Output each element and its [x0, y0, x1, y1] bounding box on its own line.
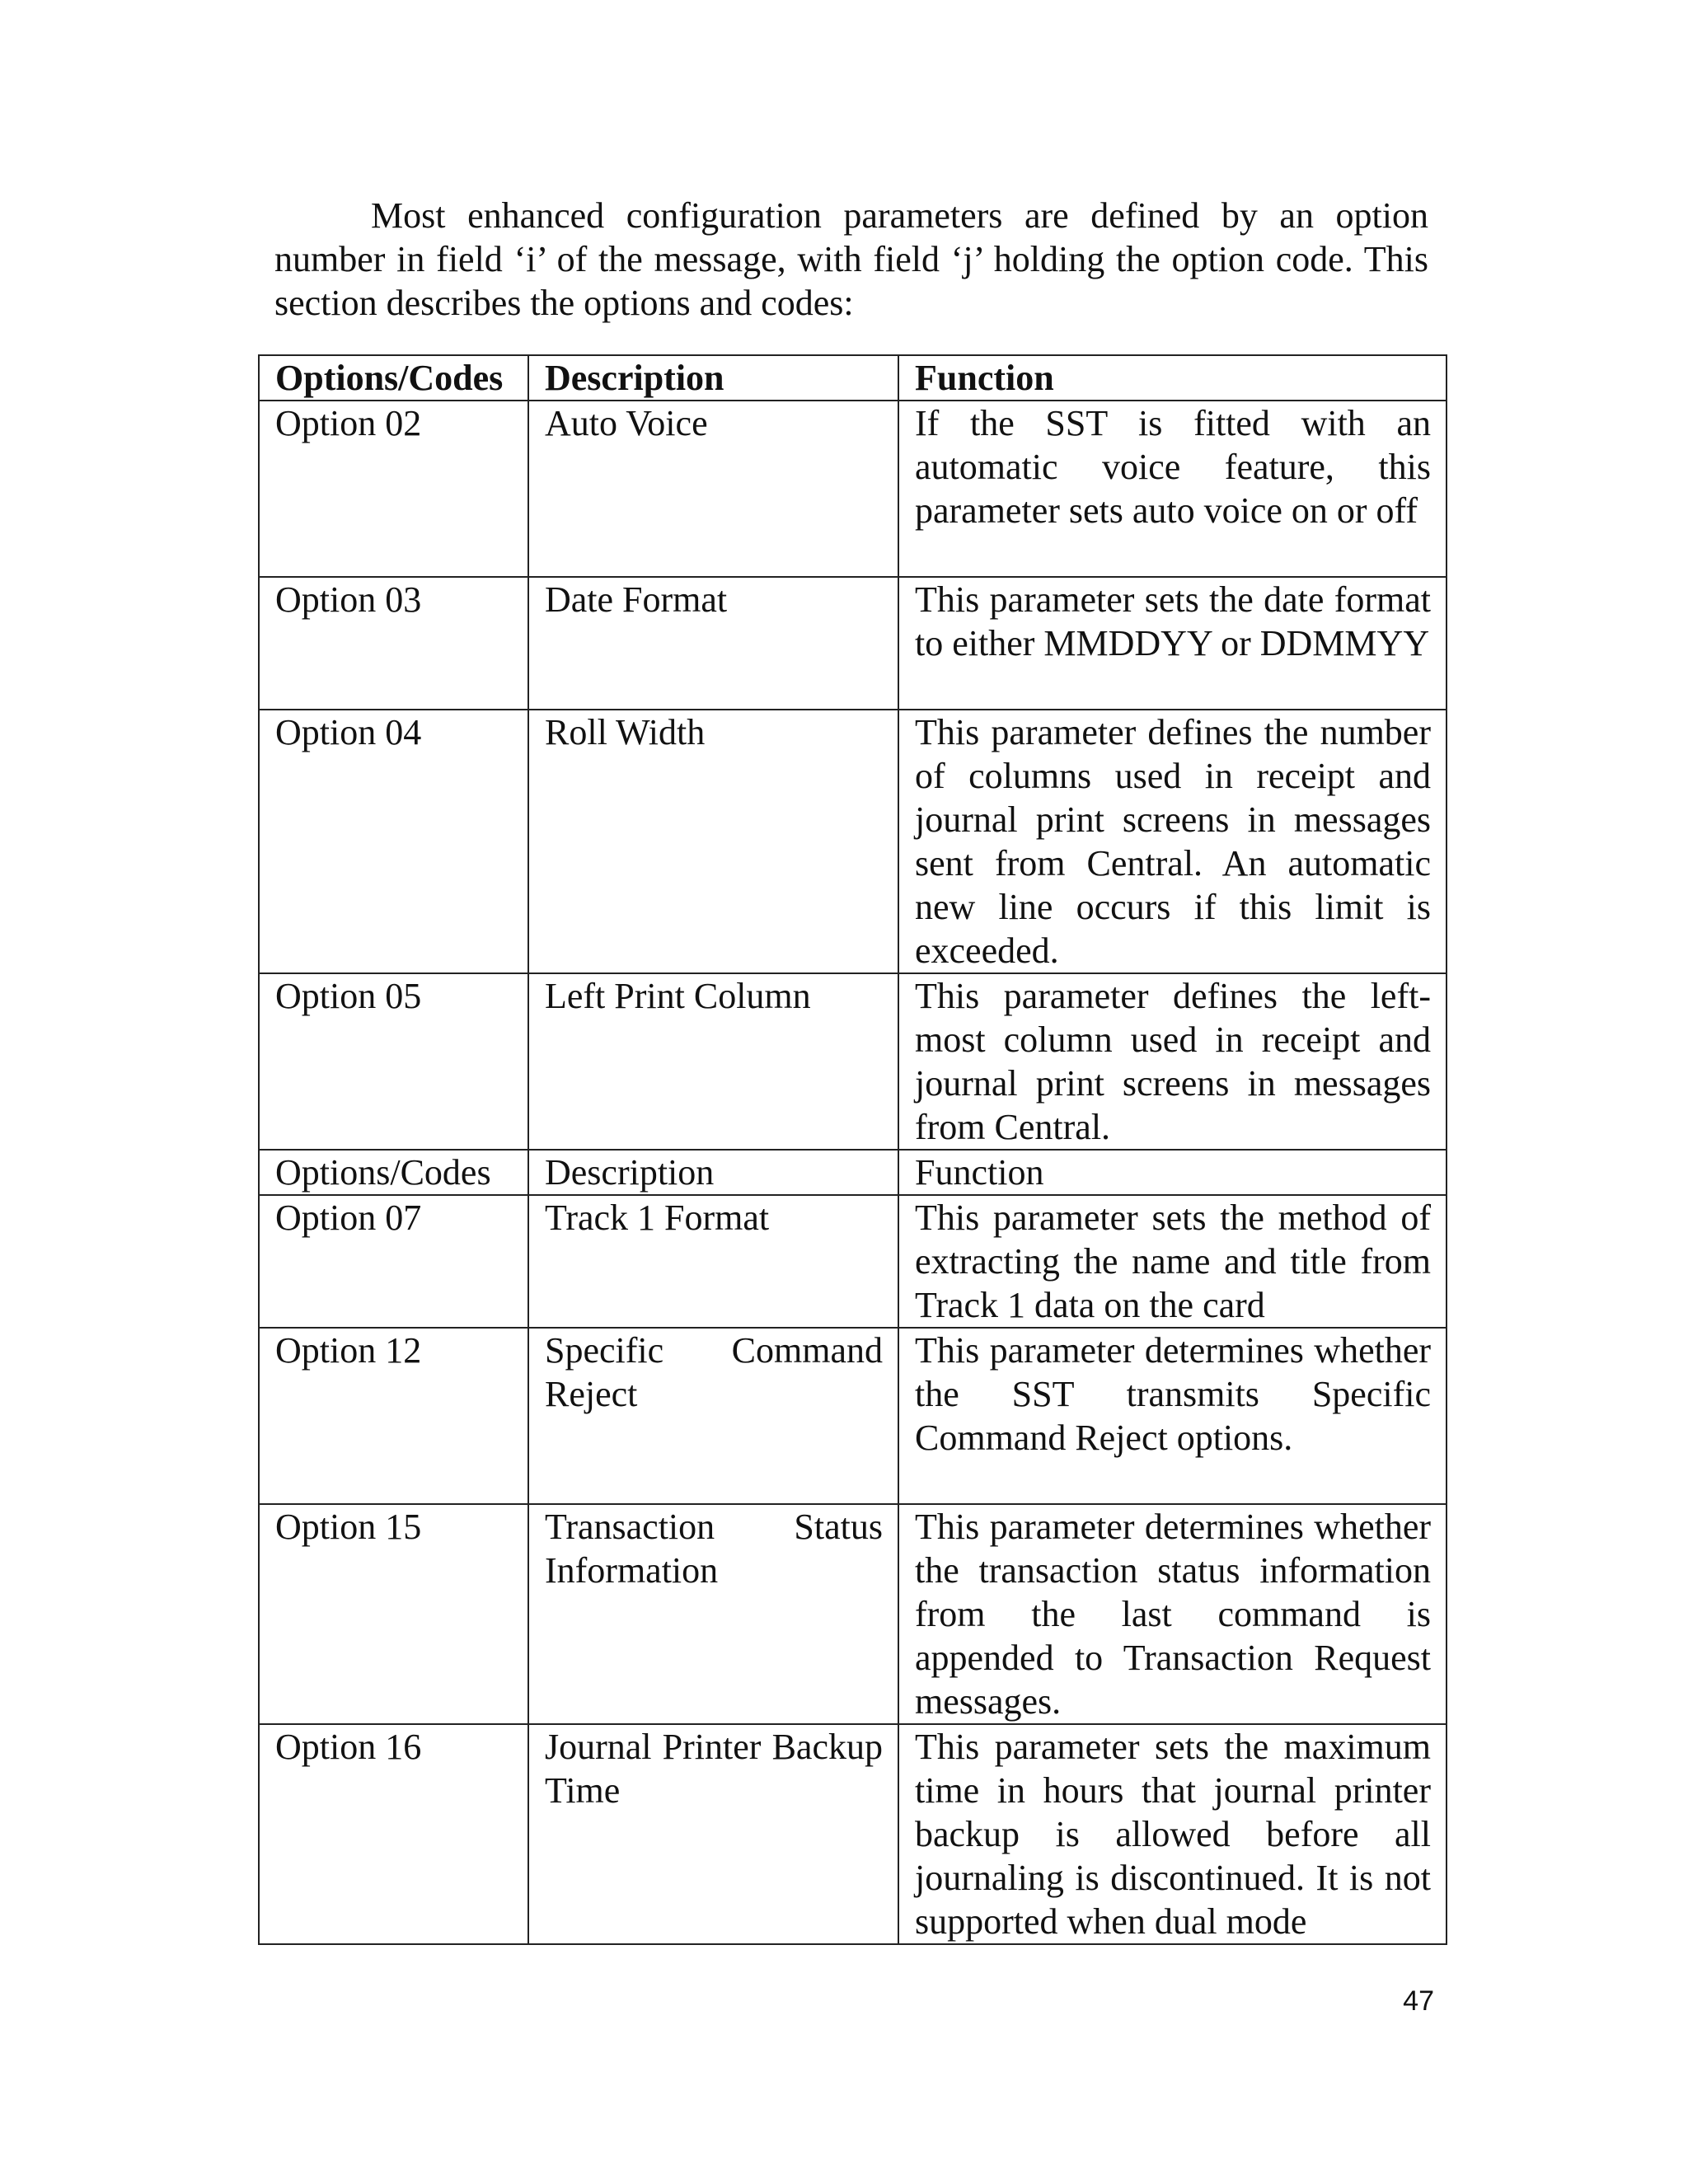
table-row [259, 401, 1447, 577]
repeated-header-function: Function [898, 1150, 1447, 1195]
description-cell: Left Print Column [528, 973, 898, 1150]
function-cell: This parameter sets the method of extracting the name and title from Track 1 data on the card [898, 1195, 1447, 1328]
table-row [259, 973, 1447, 1150]
header-function: Function [898, 355, 1447, 401]
option-code-cell: Option 04 [259, 710, 528, 973]
table-row [259, 710, 1447, 973]
repeated-header-row [259, 1150, 1447, 1195]
repeated-header-options-codes: Options/Codes [259, 1150, 528, 1195]
description-cell: Track 1 Format [528, 1195, 898, 1328]
description-cell [528, 1724, 898, 1944]
option-code-cell: Option 12 [259, 1328, 528, 1504]
table-header-row [259, 355, 1447, 401]
table-row [259, 1724, 1447, 1944]
function-cell: This parameter defines the left-most column used in receipt and journal print screens in messages from Central. [898, 973, 1447, 1150]
page-number: 47 [1403, 1985, 1434, 2017]
header-options-codes: Options/Codes [259, 355, 528, 401]
option-code-cell: Option 15 [259, 1504, 528, 1724]
table-row [259, 1504, 1447, 1724]
function-cell: This parameter determines whether the SST transmits Specific Command Reject options. [898, 1328, 1447, 1504]
option-code-cell: Option 02 [259, 401, 528, 577]
table-row [259, 1195, 1447, 1328]
description-cell [528, 1328, 898, 1504]
intro-paragraph: Most enhanced configuration parameters are defined by an option number in field ‘i’ of the message, with field ‘j’ holding the option code. This section describes the options and codes: [274, 195, 1428, 323]
header-description: Description [528, 355, 898, 401]
description-cell [528, 1504, 898, 1724]
description-text: Transaction Status Information [545, 1507, 883, 1591]
repeated-header-description: Description [528, 1150, 898, 1195]
description-cell: Auto Voice [528, 401, 898, 577]
function-cell: This parameter defines the number of columns used in receipt and journal print screens in messages sent from Central. An automatic new line occurs if this limit is exceeded. [898, 710, 1447, 973]
options-table [258, 354, 1447, 1945]
option-code-cell: Option 07 [259, 1195, 528, 1328]
option-code-cell: Option 03 [259, 577, 528, 710]
option-code-cell: Option 16 [259, 1724, 528, 1944]
table-row [259, 577, 1447, 710]
description-text: Journal Printer Backup Time [545, 1727, 883, 1811]
description-cell: Date Format [528, 577, 898, 710]
function-cell: This parameter sets the date format to either MMDDYY or DDMMYY [898, 577, 1447, 710]
function-cell: This parameter sets the maximum time in hours that journal printer backup is allowed before all journaling is discontinued. It is not supported when dual mode [898, 1724, 1447, 1944]
option-code-cell: Option 05 [259, 973, 528, 1150]
table-row [259, 1328, 1447, 1504]
function-cell: This parameter determines whether the transaction status information from the last command is appended to Transaction Request messages. [898, 1504, 1447, 1724]
function-cell: If the SST is fitted with an automatic voice feature, this parameter sets auto voice on or off [898, 401, 1447, 577]
description-cell: Roll Width [528, 710, 898, 973]
description-text: Specific Command Reject [545, 1330, 883, 1414]
